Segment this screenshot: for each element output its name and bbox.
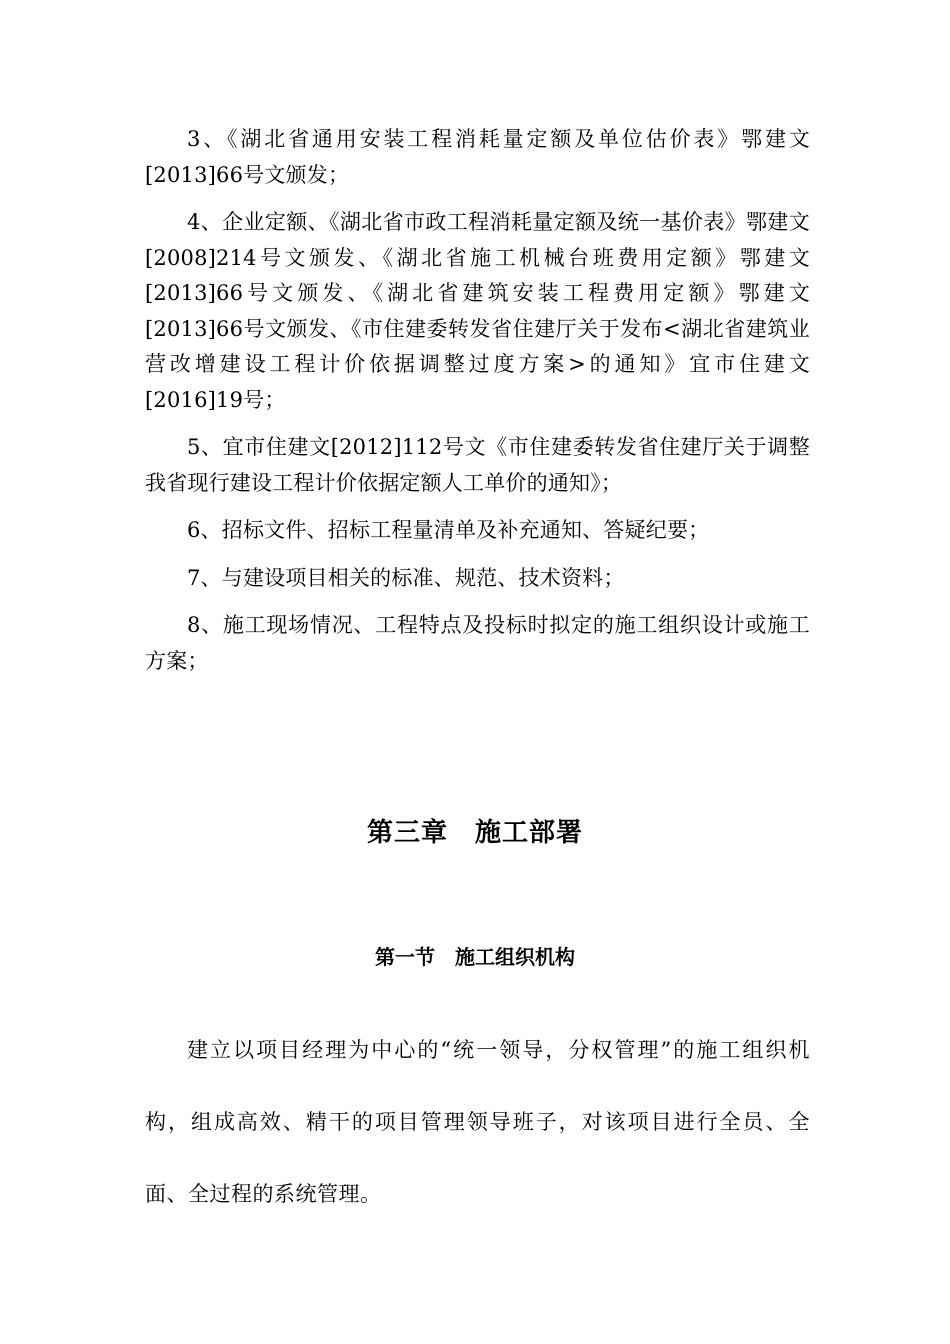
chapter-title: 第三章 施工部署 [366, 818, 583, 848]
reference-list [145, 122, 810, 679]
section-title: 第一节 施工组织机构 [375, 945, 575, 969]
reference-item-5: 5、宜市住建文[2012]112号文《市住建委转发省住建厅关于调整我省现行建设工程计价依据定额人工单价的通知》； [145, 435, 810, 495]
reference-item-7: 7、与建设项目相关的标准、规范、技术资料； [187, 565, 625, 590]
section-body-paragraph: 建立以项目经理为中心的“统一领导，分权管理”的施工组织机构，组成高效、精干的项目管理领导班子，对该项目进行全员、全面、全过程的系统管理。 [145, 1038, 810, 1206]
reference-item-3: 3、《湖北省通用安装工程消耗量定额及单位估价表》鄂建文[2013]66号文颁发； [145, 127, 810, 187]
reference-item-6: 6、招标文件、招标工程量清单及补充通知、答疑纪要； [187, 518, 710, 542]
reference-item-8: 8、施工现场情况、工程特点及投标时拟定的施工组织设计或施工方案； [145, 613, 810, 673]
reference-item-4: 4、企业定额、《湖北省市政工程消耗量定额及统一基价表》鄂建文[2008]214号文颁发、《湖北省施工机械台班费用定额》鄂建文[2013]66号文颁发、《湖北省建筑安装工程费用定额》鄂建文[2013]66号文颁发、《市住建委转发省住建厅关于发布<湖北省建筑业营改增建设工程计价依据调整过度方案>的通知》宜市住建文[2016]19号； [145, 210, 810, 412]
